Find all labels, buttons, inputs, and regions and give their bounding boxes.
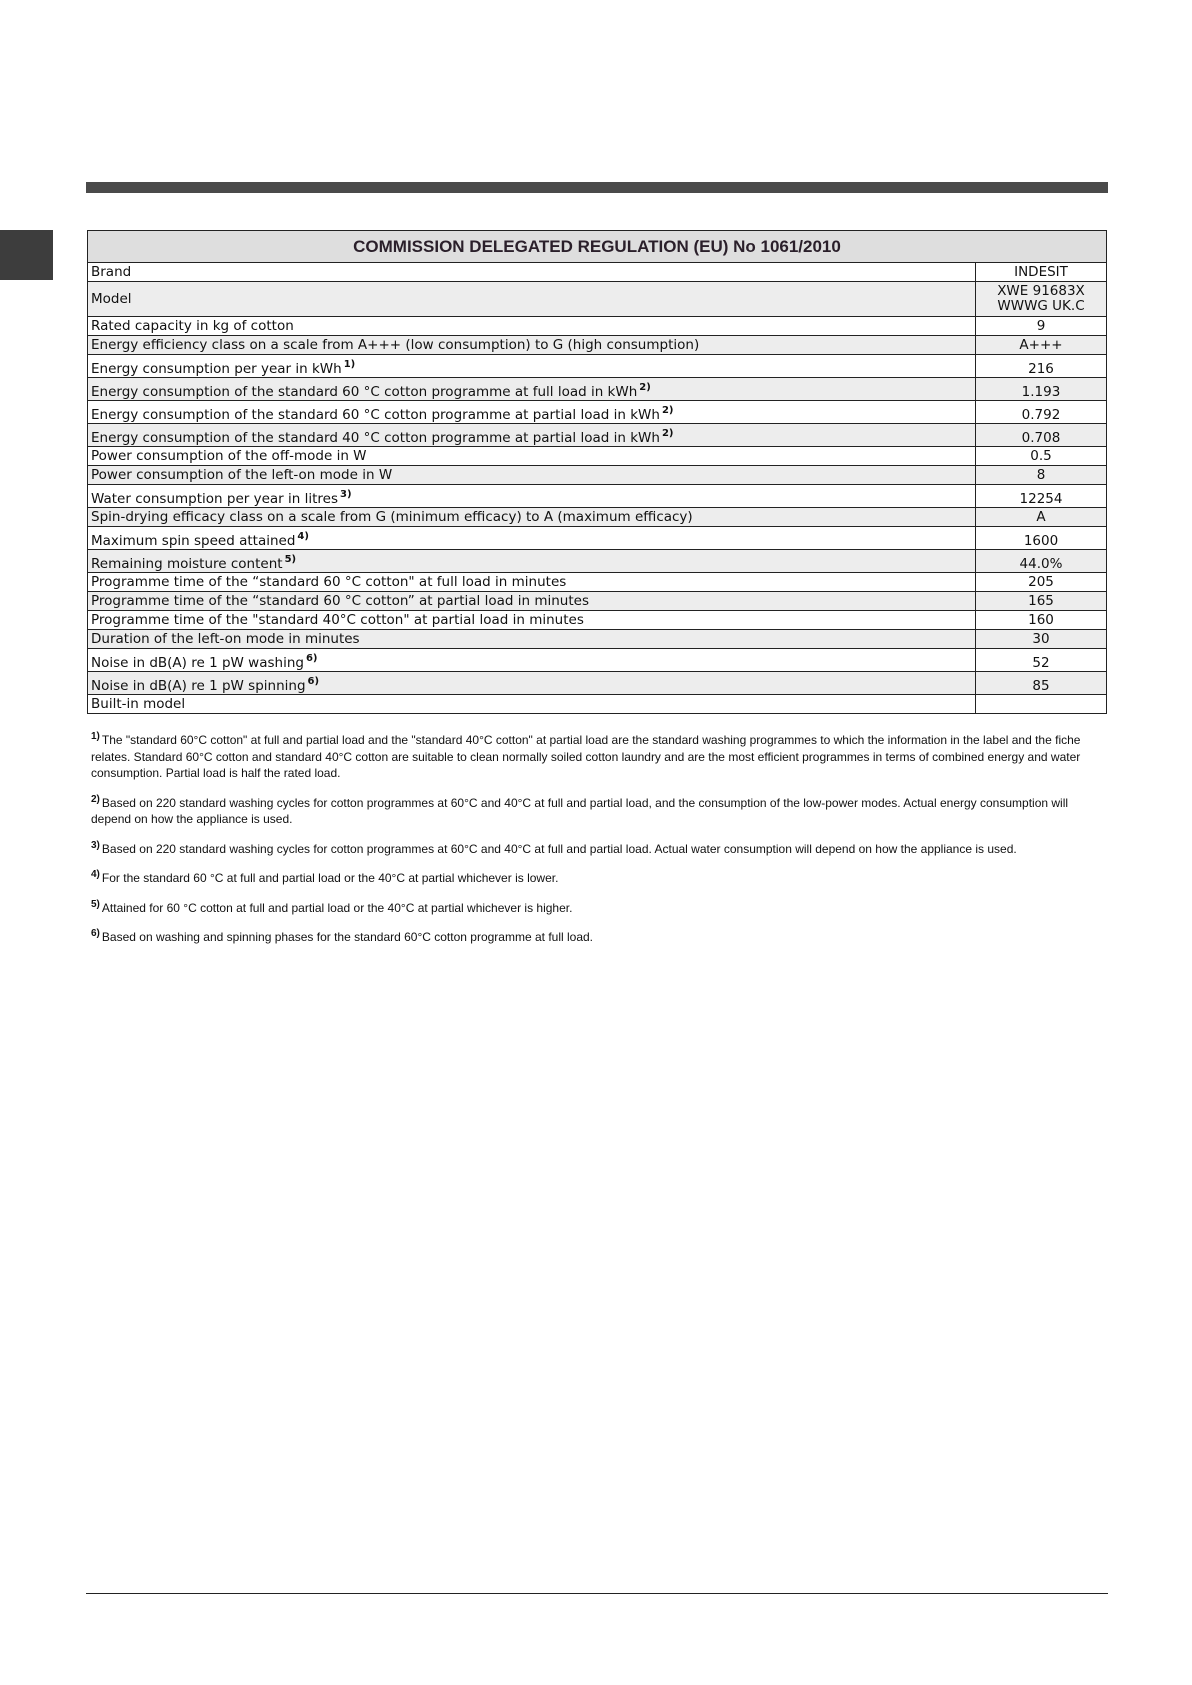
table-row: [88, 485, 1107, 508]
row-label-cell: [88, 573, 976, 592]
row-label-cell: [88, 611, 976, 630]
footnote: [91, 729, 1106, 782]
row-value-cell: [976, 355, 1107, 378]
row-label-cell: [88, 527, 976, 550]
language-tab-marker: [0, 230, 53, 280]
footnote-mark: 1): [91, 731, 100, 742]
row-label-cell: [88, 378, 976, 401]
table-row: [88, 401, 1107, 424]
row-value: XWE 91683X WWWG UK.C: [997, 283, 1085, 314]
footnote: [91, 926, 1106, 946]
row-label-cell: [88, 282, 976, 317]
row-label: Energy efficiency class on a scale from A+++ (low consumption) to G (high consumption): [91, 337, 700, 353]
row-value: 205: [1028, 573, 1054, 590]
footnote-marker: 5): [284, 554, 297, 565]
row-label: Noise in dB(A) re 1 pW spinning: [91, 678, 306, 694]
row-label-cell: [88, 695, 976, 714]
footnote-mark: 2): [91, 793, 100, 805]
row-label: Model: [91, 291, 132, 307]
row-value: 1.193: [1021, 384, 1061, 400]
row-value: 30: [1032, 630, 1050, 647]
row-label-cell: [88, 355, 976, 378]
row-value-cell: [976, 317, 1107, 336]
row-value-cell: [976, 527, 1107, 550]
footnote-mark: 4): [91, 869, 100, 880]
row-value-cell: [976, 672, 1107, 695]
row-label: Noise in dB(A) re 1 pW washing: [91, 655, 304, 671]
footnote-marker: 6): [307, 676, 320, 687]
footnote-marker: 3): [340, 489, 352, 500]
table-row: [88, 695, 1107, 714]
footnote-marker: 6): [305, 653, 318, 664]
footnotes: [91, 729, 1106, 956]
footnote-text: Attained for 60 °C cotton at full and partial load or the 40°C at partial whichever is higher.: [101, 900, 573, 915]
footnote-text: Based on 220 standard washing cycles for cotton programmes at 60°C and 40°C at full and partial load. Actual water consumption will depend on how the appliance is used.: [101, 841, 1017, 856]
footnote-text: Based on 220 standard washing cycles for cotton programmes at 60°C and 40°C at full and partial load, and the consumption of the low-power modes. Actual energy consumption will depend on how the appliance is used.: [91, 795, 1069, 826]
row-label-cell: [88, 649, 976, 672]
table-row: [88, 317, 1107, 336]
row-label-cell: [88, 317, 976, 336]
row-label-cell: [88, 485, 976, 508]
row-label: Energy consumption of the standard 40 °C cotton programme at partial load in kWh: [91, 430, 660, 446]
footnote-mark: 6): [91, 928, 100, 939]
row-label: Energy consumption per year in kWh: [91, 361, 342, 377]
footnote-text: The "standard 60°C cotton" at full and partial load and the "standard 40°C cotton" at partial load are the standard washing programmes to which the information in the label and the fiche relates. Standard 60°C cotton and standard 40°C cotton are suitable to clean normally soiled cotton laundry and are the most efficient programmes in terms of combined energy and water consumption. Partial load is half the rated load.: [91, 733, 1081, 780]
row-value: 1600: [1023, 533, 1059, 549]
row-label: Built-in model: [91, 696, 186, 712]
table-row: [88, 263, 1107, 282]
table-body: [88, 263, 1107, 714]
row-value: 52: [1032, 655, 1050, 671]
footnote: [91, 838, 1106, 858]
row-label-cell: [88, 672, 976, 695]
table-row: [88, 649, 1107, 672]
row-value-cell: [976, 336, 1107, 355]
row-value-cell: [976, 695, 1107, 714]
table-row: [88, 573, 1107, 592]
row-value-cell: [976, 282, 1107, 317]
row-value-cell: [976, 611, 1107, 630]
row-label-cell: [88, 508, 976, 527]
row-value-cell: [976, 649, 1107, 672]
footnote: [91, 897, 1106, 917]
row-value-cell: [976, 508, 1107, 527]
row-label-cell: [88, 336, 976, 355]
table-row: [88, 378, 1107, 401]
footnote-marker: 1): [343, 359, 356, 370]
row-value-cell: [976, 378, 1107, 401]
footnote: [91, 867, 1106, 887]
row-value: 216: [1028, 361, 1054, 377]
footnote-mark: 3): [91, 839, 100, 851]
product-fiche-table: [87, 230, 1107, 714]
table-row: [88, 424, 1107, 447]
row-value-cell: [976, 466, 1107, 485]
row-label: Water consumption per year in litres: [91, 491, 339, 507]
footer-rule: [86, 1593, 1108, 1594]
table-row: [88, 447, 1107, 466]
row-value-cell: [976, 573, 1107, 592]
row-value: 12254: [1019, 491, 1063, 507]
row-label: Maximum spin speed attained: [91, 533, 296, 549]
row-value-cell: [976, 630, 1107, 649]
table-row: [88, 336, 1107, 355]
row-value: 0.792: [1021, 407, 1061, 423]
row-value-cell: [976, 424, 1107, 447]
row-label: Programme time of the “standard 60 °C cotton” at partial load in minutes: [91, 593, 589, 609]
row-value-cell: [976, 485, 1107, 508]
row-label-cell: [88, 630, 976, 649]
row-label-cell: [88, 592, 976, 611]
table-row: [88, 355, 1107, 378]
row-value: INDESIT: [1014, 263, 1068, 280]
row-label: Brand: [91, 264, 132, 280]
row-value-cell: [976, 550, 1107, 573]
row-value: 0.708: [1021, 430, 1061, 446]
row-label-cell: [88, 263, 976, 282]
row-label-cell: [88, 424, 976, 447]
footnote-text: For the standard 60 °C at full and partial load or the 40°C at partial whichever is lower.: [101, 871, 559, 885]
row-label: Programme time of the “standard 60 °C cotton" at full load in minutes: [91, 574, 567, 590]
row-value-cell: [976, 401, 1107, 424]
row-label: Remaining moisture content: [91, 556, 283, 572]
table-row: [88, 466, 1107, 485]
row-value: A: [1036, 508, 1046, 525]
table-row: [88, 611, 1107, 630]
header-rule: [86, 182, 1108, 193]
row-label: Energy consumption of the standard 60 °C cotton programme at partial load in kWh: [91, 407, 660, 423]
table-row: [88, 550, 1107, 573]
footnote-text: Based on washing and spinning phases for the standard 60°C cotton programme at full load.: [101, 930, 594, 944]
footnote-marker: 2): [639, 382, 651, 393]
row-value-cell: [976, 592, 1107, 611]
footnote-mark: 5): [91, 898, 100, 910]
row-label-cell: [88, 401, 976, 424]
row-value: 9: [1036, 317, 1046, 334]
table-row: [88, 672, 1107, 695]
row-value: 85: [1032, 678, 1050, 694]
row-label: Duration of the left-on mode in minutes: [91, 631, 360, 647]
table-row: [88, 592, 1107, 611]
table-row: [88, 527, 1107, 550]
row-label: Programme time of the "standard 40°C cotton" at partial load in minutes: [91, 612, 584, 628]
row-label-cell: [88, 447, 976, 466]
table-row: [88, 282, 1107, 317]
row-label: Power consumption of the left-on mode in W: [91, 467, 393, 483]
row-label-cell: [88, 550, 976, 573]
table-row: [88, 508, 1107, 527]
row-value-cell: [976, 263, 1107, 282]
table-title: COMMISSION DELEGATED REGULATION (EU) No 1061/2010: [88, 231, 1107, 263]
row-value: 165: [1028, 592, 1054, 609]
footnote-marker: 2): [661, 405, 674, 416]
footnote-marker: 2): [661, 428, 674, 439]
row-value-cell: [976, 447, 1107, 466]
row-label: Spin-drying efficacy class on a scale from G (minimum efficacy) to A (maximum efficacy): [91, 509, 693, 525]
row-label: Rated capacity in kg of cotton: [91, 318, 294, 334]
table-row: [88, 630, 1107, 649]
row-label-cell: [88, 466, 976, 485]
row-value: 0.5: [1030, 447, 1052, 464]
footnote: [91, 792, 1106, 828]
row-value: A+++: [1019, 336, 1063, 353]
row-value: 160: [1028, 611, 1054, 628]
row-label: Power consumption of the off-mode in W: [91, 448, 367, 464]
row-label: Energy consumption of the standard 60 °C cotton programme at full load in kWh: [91, 384, 638, 400]
footnote-marker: 4): [297, 531, 309, 542]
row-value: 8: [1036, 466, 1046, 483]
row-value: 44.0%: [1019, 556, 1063, 572]
